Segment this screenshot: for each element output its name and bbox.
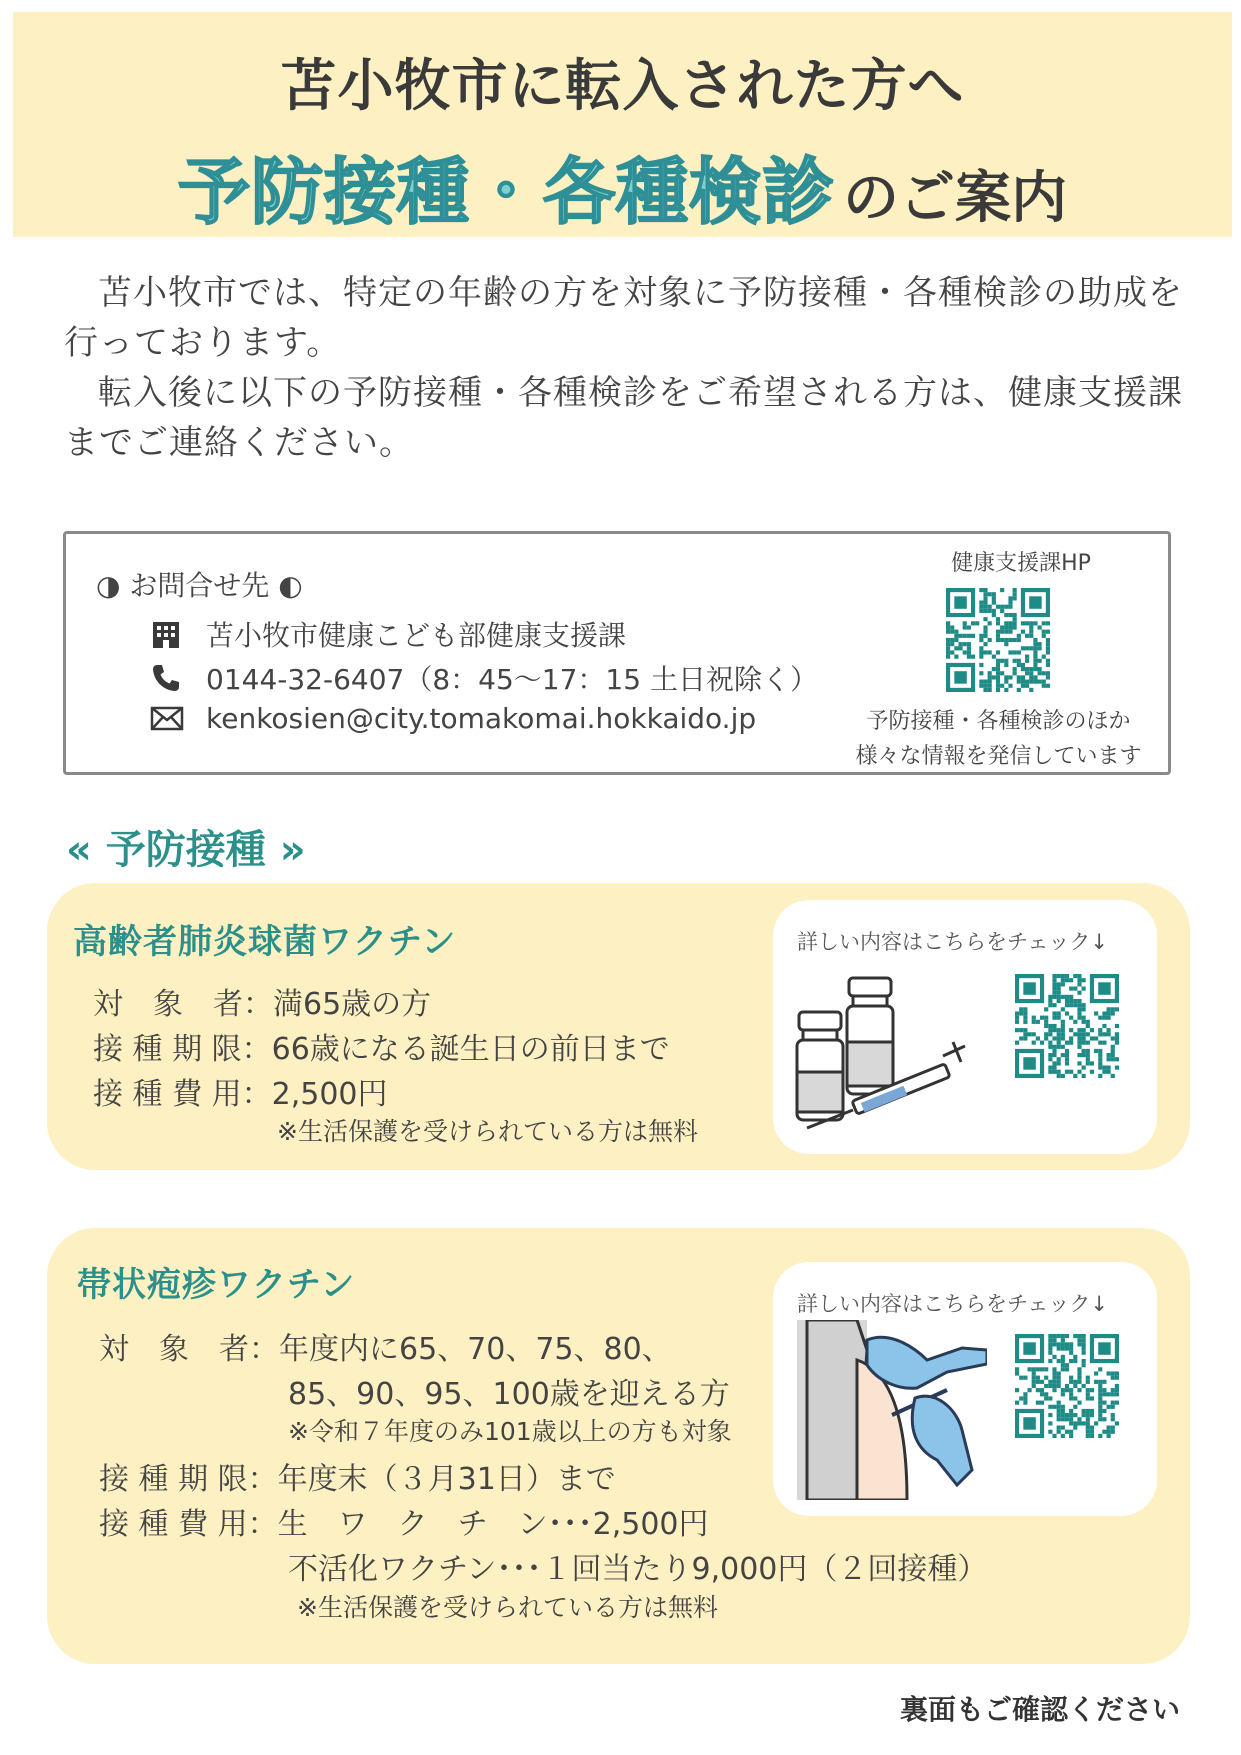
phone-icon: [150, 662, 186, 694]
intro-paragraph-2: 転入後に以下の予防接種・各種検診をご希望される方は、健康支援課までご連絡ください。: [64, 373, 1183, 463]
contact-box: [63, 531, 1171, 775]
qr-code[interactable]: [1015, 974, 1119, 1078]
injection-icon: [797, 1320, 987, 1500]
qr-code[interactable]: [946, 588, 1050, 692]
vaccine-card-pneumococcal: [47, 883, 1190, 1170]
contact-email[interactable]: kenkosien@city.tomakomai.hokkaido.jp: [206, 702, 757, 735]
building-icon: [150, 618, 186, 650]
target-label: 対 象 者：: [99, 1332, 279, 1367]
period-label: 接 種 期 限：: [99, 1462, 278, 1497]
contact-department: 苫小牧市健康こども部健康支援課: [206, 619, 627, 652]
subtitle-highlight: 予防接種・各種検診: [177, 150, 835, 234]
cost-row: [93, 1069, 388, 1113]
qr-code[interactable]: [1015, 1334, 1119, 1438]
section-heading: « 予防接種 »: [66, 827, 306, 873]
qr-caption-line-2: 様々な情報を発信しています: [855, 744, 1142, 769]
target-value: 満65歳の方: [273, 987, 432, 1022]
cost-label: 接 種 費 用：: [99, 1507, 278, 1542]
contact-heading: ◑ お問合せ先 ◐: [96, 569, 303, 602]
contact-department-row: [150, 614, 626, 654]
target-label: 対 象 者：: [93, 987, 273, 1022]
cost-value: 2,500円: [271, 1077, 388, 1112]
target-row: [93, 979, 431, 1023]
subtitle-suffix: のご案内: [843, 166, 1067, 231]
period-row: [99, 1454, 616, 1498]
footer-note: 裏面もご確認ください: [900, 1693, 1181, 1726]
vaccine-vials-icon: [793, 972, 978, 1137]
qr-caption: [826, 704, 1171, 774]
detail-panel: [773, 900, 1157, 1154]
vaccine-card-shingles: [47, 1228, 1190, 1664]
check-label: 詳しい内容はこちらをチェック↓: [797, 1292, 1108, 1316]
contact-phone-row: [150, 658, 818, 698]
header-banner: [13, 12, 1232, 237]
target-value-line-2: 85、90、95、100歳を迎える方: [288, 1377, 730, 1412]
qr-title: 健康支援課HP: [951, 551, 1091, 576]
target-row: [99, 1324, 672, 1368]
period-value: 年度末（３月31日）まで: [277, 1462, 616, 1497]
vaccine-title: 高齢者肺炎球菌ワクチン: [73, 922, 457, 962]
page-subtitle: [13, 134, 1232, 238]
qr-caption-line-1: 予防接種・各種検診のほか: [866, 709, 1131, 734]
cost-note: ※生活保護を受けられている方は無料: [277, 1117, 698, 1146]
detail-panel: [773, 1262, 1157, 1516]
cost-value-line-2: 不活化ワクチン･･･１回当たり9,000円（２回接種）: [288, 1552, 988, 1587]
page-title: 苫小牧市に転入された方へ: [280, 54, 965, 119]
intro-text: [64, 268, 1184, 468]
period-row: [93, 1024, 670, 1068]
contact-phone[interactable]: 0144-32-6407（8：45～17：15 土日祝除く）: [206, 663, 818, 696]
check-label: 詳しい内容はこちらをチェック↓: [797, 930, 1108, 954]
cost-note: ※生活保護を受けられている方は無料: [297, 1593, 718, 1622]
period-label: 接 種 期 限：: [93, 1032, 272, 1067]
cost-row: [99, 1499, 709, 1543]
cost-value-line-1: 生 ワ ク チ ン･･･2,500円: [277, 1507, 709, 1542]
mail-icon: [150, 703, 186, 735]
vaccine-title: 帯状疱疹ワクチン: [77, 1265, 356, 1305]
target-note: ※令和７年度のみ101歳以上の方も対象: [288, 1417, 732, 1446]
intro-paragraph-1: 苫小牧市では、特定の年齢の方を対象に予防接種・各種検診の助成を行っております。: [64, 273, 1183, 363]
cost-label: 接 種 費 用：: [93, 1077, 272, 1112]
target-value-line-1: 年度内に65、70、75、80、: [279, 1332, 672, 1367]
period-value: 66歳になる誕生日の前日まで: [271, 1032, 670, 1067]
contact-email-row: [150, 702, 756, 735]
